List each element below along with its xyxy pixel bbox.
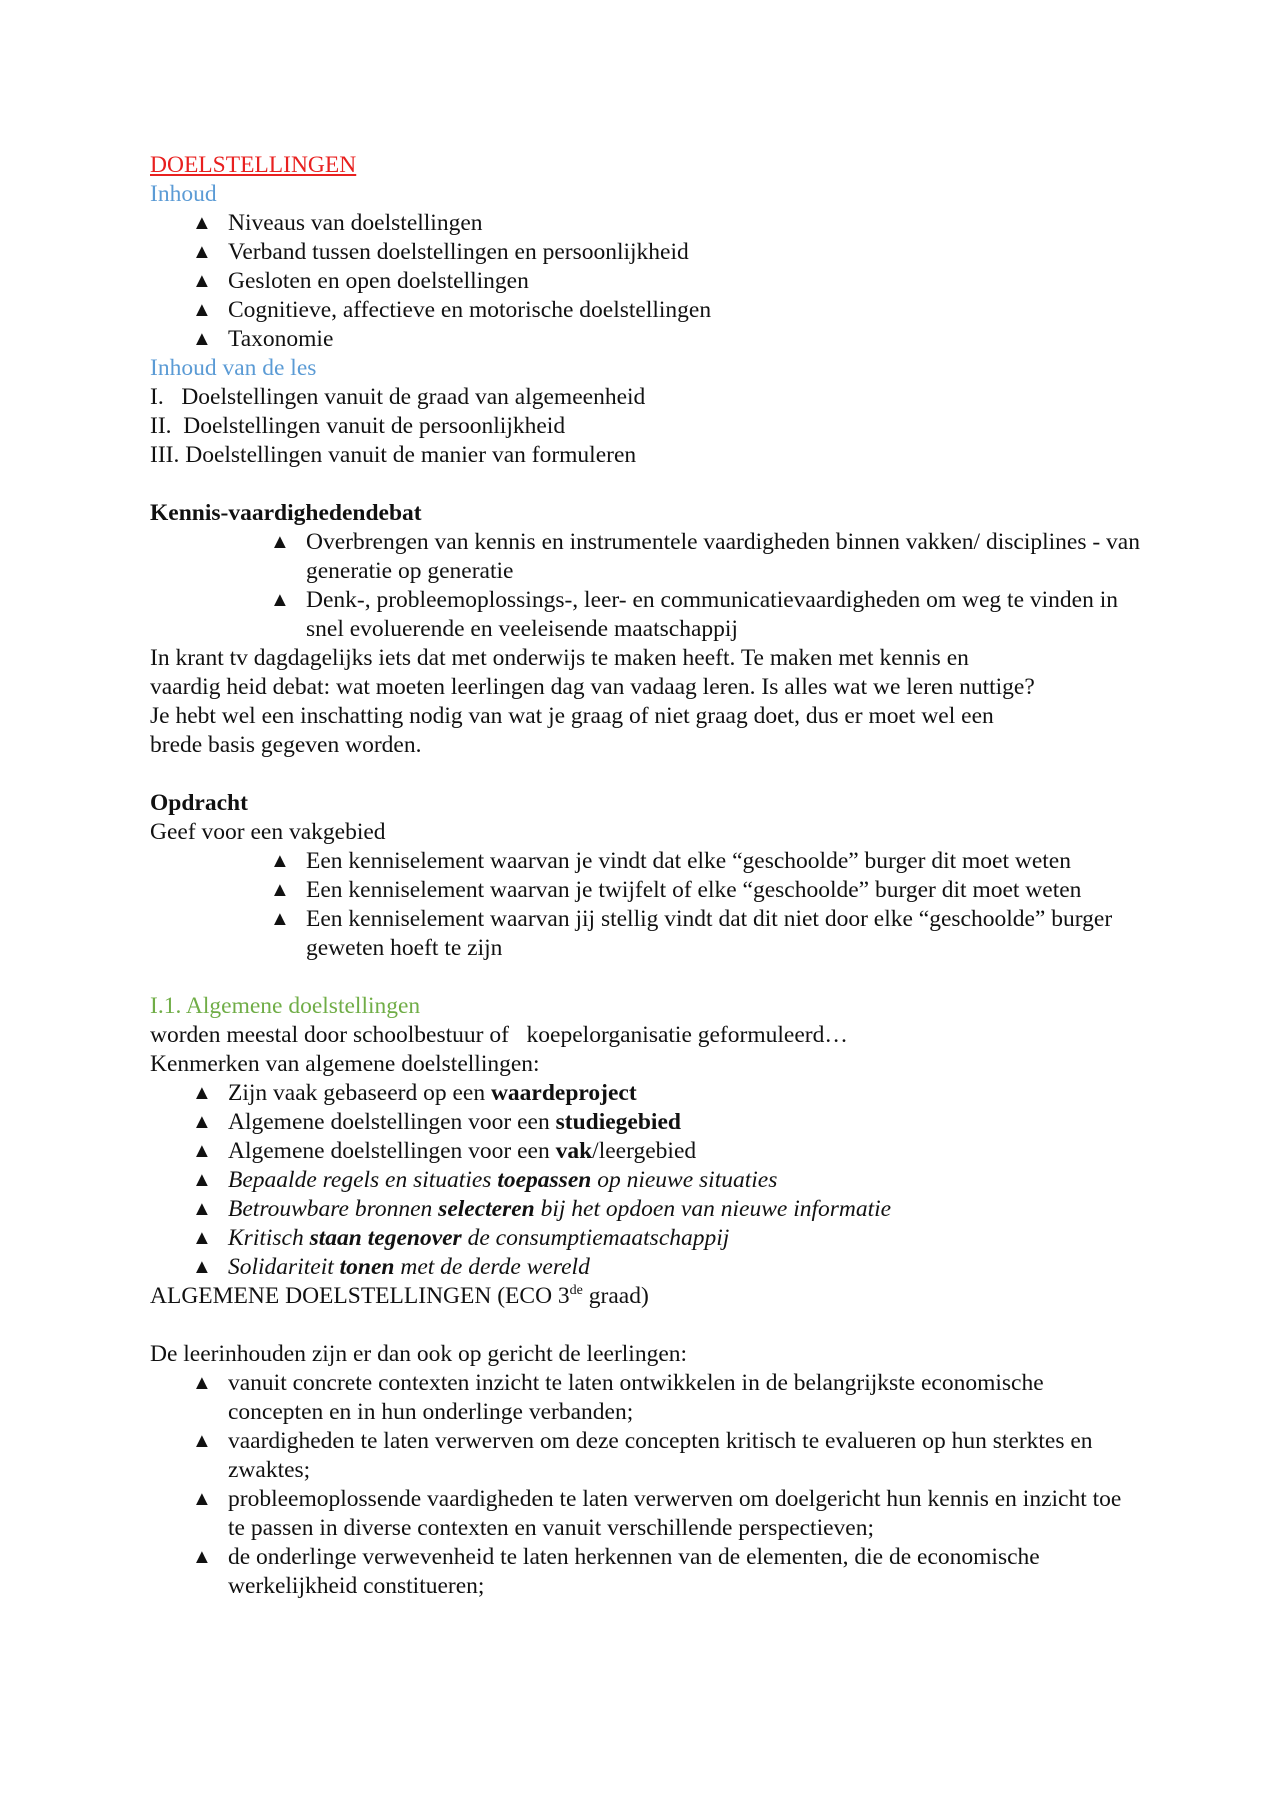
eco-heading: ALGEMENE DOELSTELLINGEN (ECO 3de graad) xyxy=(150,1283,649,1309)
triangle-bullet-icon: ▲ xyxy=(192,1198,212,1220)
opdracht-list xyxy=(150,847,1140,963)
opdracht-heading: Opdracht xyxy=(150,790,248,816)
list-item: ▲ Bepaalde regels en situaties toepassen op nieuwe situaties xyxy=(192,1167,778,1193)
kenmerken-list xyxy=(150,1079,1140,1282)
les-list xyxy=(150,383,1140,470)
algemene-line: worden meestal door schoolbestuur of koepelorganisatie geformuleerd… xyxy=(150,1022,848,1048)
triangle-bullet-icon: ▲ xyxy=(270,908,290,930)
leerinhouden-intro: De leerinhouden zijn er dan ook op gericht de leerlingen: xyxy=(150,1341,688,1367)
algemene-heading: I.1. Algemene doelstellingen xyxy=(150,993,421,1019)
list-item: I. Doelstellingen vanuit de graad van algemeenheid xyxy=(150,384,646,410)
list-item: ▲ probleemoplossende vaardigheden te laten verwerven om doelgericht hun kennis en inzicht toe te passen in diverse contexten en vanuit verschillende perspectieven; xyxy=(192,1486,1122,1541)
triangle-bullet-icon: ▲ xyxy=(270,531,290,553)
triangle-bullet-icon: ▲ xyxy=(192,1488,212,1510)
triangle-bullet-icon: ▲ xyxy=(192,212,212,234)
list-item: ▲ Gesloten en open doelstellingen xyxy=(192,268,529,294)
list-item: ▲ Een kenniselement waarvan je twijfelt of elke “geschoolde” burger dit moet weten xyxy=(270,877,1082,903)
list-item: ▲ Overbrengen van kennis en instrumentele vaardigheden binnen vakken/ disciplines - van generatie op generatie xyxy=(270,529,1140,584)
triangle-bullet-icon: ▲ xyxy=(192,241,212,263)
triangle-bullet-icon: ▲ xyxy=(192,1372,212,1394)
triangle-bullet-icon: ▲ xyxy=(192,328,212,350)
kenmerken-intro: Kenmerken van algemene doelstellingen: xyxy=(150,1051,540,1077)
page-title: DOELSTELLINGEN xyxy=(150,152,357,178)
list-item: ▲ vanuit concrete contexten inzicht te laten ontwikkelen in de belangrijkste economische concepten en in hun onderlinge verbanden; xyxy=(192,1370,1044,1425)
triangle-bullet-icon: ▲ xyxy=(192,270,212,292)
triangle-bullet-icon: ▲ xyxy=(192,1169,212,1191)
triangle-bullet-icon: ▲ xyxy=(192,1111,212,1133)
list-item: ▲ Algemene doelstellingen voor een vak/leergebied xyxy=(192,1138,697,1164)
triangle-bullet-icon: ▲ xyxy=(192,299,212,321)
les-heading: Inhoud van de les xyxy=(150,355,317,381)
opdracht-intro: Geef voor een vakgebied xyxy=(150,819,386,845)
debat-heading: Kennis-vaardighedendebat xyxy=(150,500,422,526)
triangle-bullet-icon: ▲ xyxy=(270,879,290,901)
inhoud-heading: Inhoud xyxy=(150,181,217,207)
list-item: ▲ Denk-, probleemoplossings-, leer- en communicatievaardigheden om weg te vinden in snel evoluerende en veeleisende maatschappij xyxy=(270,587,1118,642)
list-item: ▲ Niveaus van doelstellingen xyxy=(192,210,483,236)
triangle-bullet-icon: ▲ xyxy=(192,1227,212,1249)
list-item: ▲ Verband tussen doelstellingen en persoonlijkheid xyxy=(192,239,689,265)
debat-paragraph: In krant tv dagdagelijks iets dat met onderwijs te maken heeft. Te maken met kennis en vaardig heid debat: wat moeten leerlingen dag van vadaag leren. Is alles wat we leren nuttige? Je hebt wel een inschatting nodig van wat je graag of niet graag doet, dus er moet wel een brede basis gegeven worden. xyxy=(150,645,1035,758)
inhoud-list xyxy=(150,209,1140,354)
leerinhouden-list xyxy=(150,1369,1140,1601)
triangle-bullet-icon: ▲ xyxy=(192,1140,212,1162)
list-item: ▲ Betrouwbare bronnen selecteren bij het opdoen van nieuwe informatie xyxy=(192,1196,892,1222)
triangle-bullet-icon: ▲ xyxy=(192,1256,212,1278)
list-item: III. Doelstellingen vanuit de manier van formuleren xyxy=(150,442,637,468)
list-item: ▲ Algemene doelstellingen voor een studiegebied xyxy=(192,1109,681,1135)
triangle-bullet-icon: ▲ xyxy=(192,1082,212,1104)
list-item: ▲ de onderlinge verwevenheid te laten herkennen van de elementen, die de economische werkelijkheid constitueren; xyxy=(192,1544,1040,1599)
triangle-bullet-icon: ▲ xyxy=(270,850,290,872)
list-item: ▲ Solidariteit tonen met de derde wereld xyxy=(192,1254,590,1280)
list-item: ▲ Taxonomie xyxy=(192,326,334,352)
debat-list xyxy=(150,528,1140,644)
list-item: ▲ Kritisch staan tegenover de consumptiemaatschappij xyxy=(192,1225,730,1251)
triangle-bullet-icon: ▲ xyxy=(270,589,290,611)
triangle-bullet-icon: ▲ xyxy=(192,1546,212,1568)
list-item: ▲ Cognitieve, affectieve en motorische doelstellingen xyxy=(192,297,712,323)
list-item: II. Doelstellingen vanuit de persoonlijkheid xyxy=(150,413,566,439)
triangle-bullet-icon: ▲ xyxy=(192,1430,212,1452)
list-item: ▲ Een kenniselement waarvan je vindt dat elke “geschoolde” burger dit moet weten xyxy=(270,848,1071,874)
list-item: ▲ vaardigheden te laten verwerven om deze concepten kritisch te evalueren op hun sterktes en zwaktes; xyxy=(192,1428,1093,1483)
list-item: ▲ Een kenniselement waarvan jij stellig vindt dat dit niet door elke “geschoolde” burger geweten hoeft te zijn xyxy=(270,906,1113,961)
document-page xyxy=(150,151,1140,1601)
list-item: ▲ Zijn vaak gebaseerd op een waardeproject xyxy=(192,1080,637,1106)
